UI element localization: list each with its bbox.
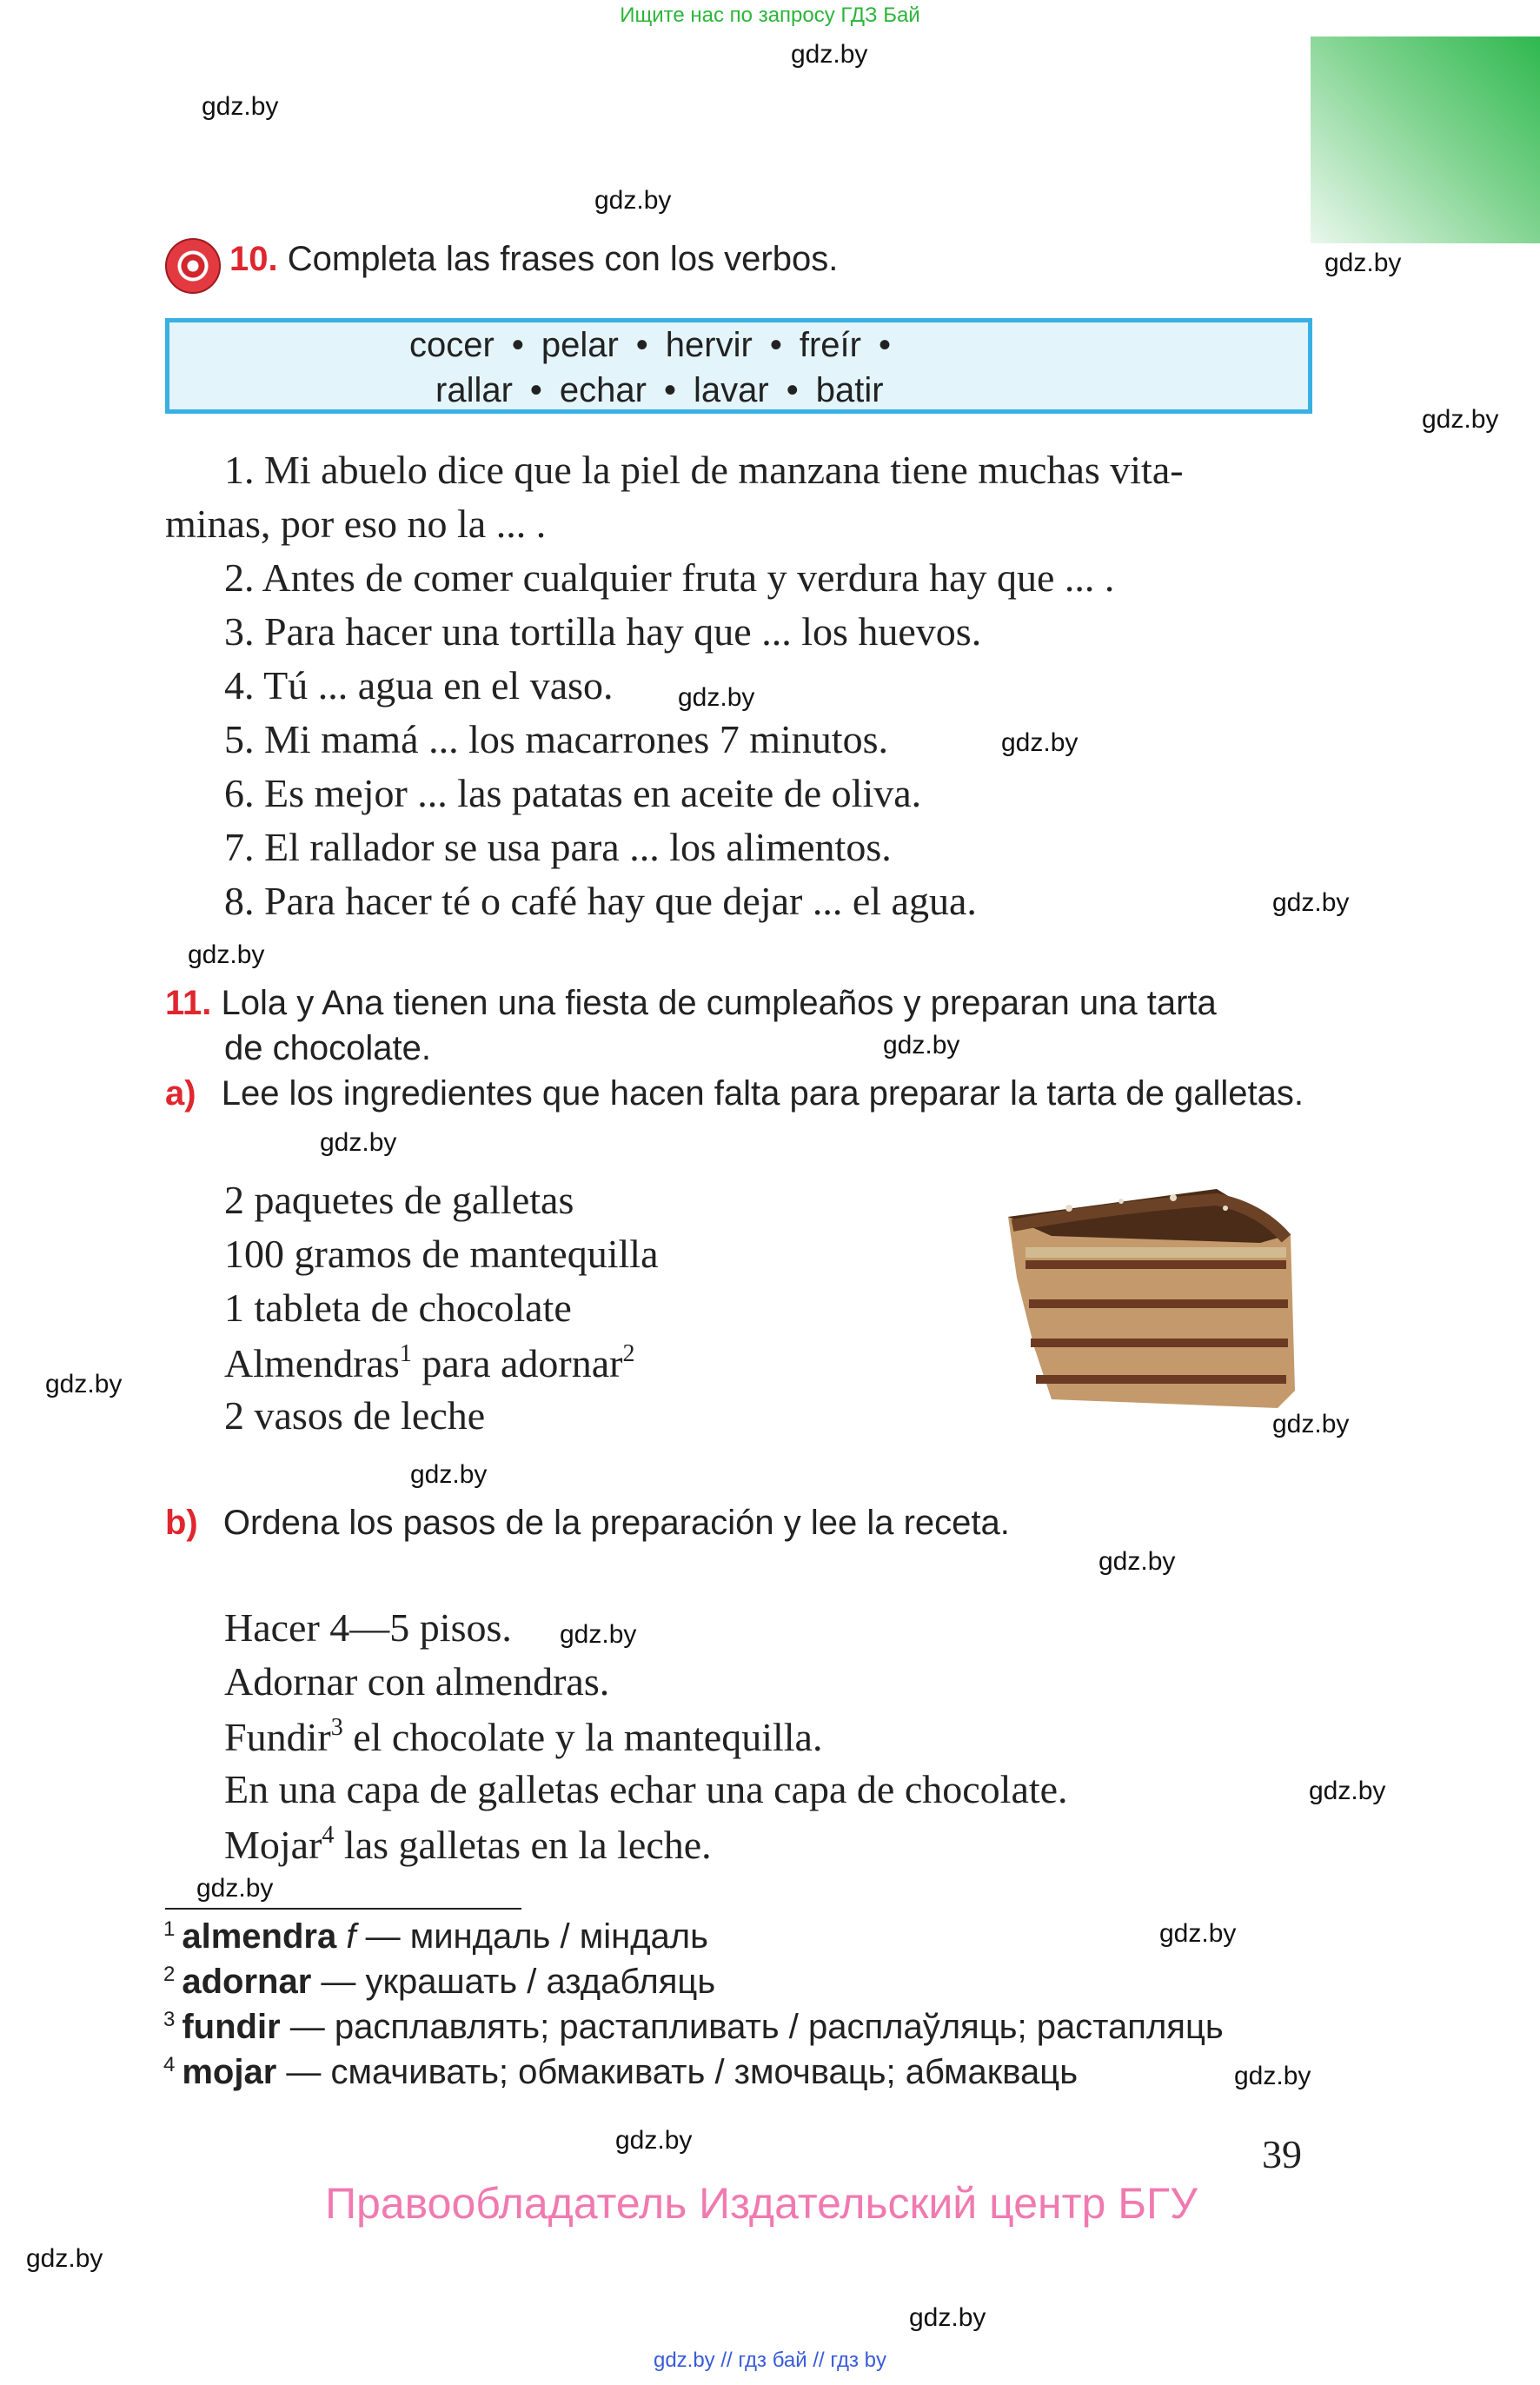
step-text: las galletas en la leche. — [334, 1823, 712, 1867]
exercise-number: 11. — [165, 984, 212, 1022]
bullet: • — [635, 326, 648, 364]
recipe-step: Hacer 4—5 pisos. — [224, 1605, 512, 1650]
footnote-gender: f — [346, 1917, 356, 1956]
footnote — [163, 2008, 1224, 2047]
watermark: gdz.by — [1422, 405, 1499, 434]
word-bank-line-1 — [409, 326, 908, 365]
sentence-line: 6. Es mejor ... las patatas en aceite de oliva. — [224, 771, 922, 815]
ingredient: 1 tableta de chocolate — [224, 1286, 572, 1330]
watermark: gdz.by — [1234, 2062, 1311, 2090]
sentence-line: 3. Para hacer una tortilla hay que ... los huevos. — [224, 609, 982, 654]
watermark: gdz.by — [883, 1031, 960, 1060]
footnote-term: almendra — [182, 1917, 337, 1956]
sentence-line: 4. Tú ... agua en el vaso. — [224, 663, 614, 708]
watermark: gdz.by — [615, 2126, 693, 2155]
watermark: gdz.by — [594, 186, 672, 215]
watermark: gdz.by — [45, 1370, 123, 1398]
ingredient: 100 gramos de mantequilla — [224, 1232, 659, 1276]
footnote-translation: — смачивать; обмакивать / змочваць; абмакваць — [276, 2053, 1079, 2091]
footnote-ref: 2 — [622, 1340, 635, 1367]
part-label: a) — [165, 1074, 196, 1113]
bullet: • — [663, 371, 676, 409]
corner-green-decoration — [1311, 37, 1540, 243]
footnote-divider — [165, 1908, 521, 1910]
footnote-term: fundir — [182, 2008, 281, 2046]
watermark: gdz.by — [410, 1460, 488, 1489]
part-b-instruction — [165, 1504, 1010, 1543]
word: pelar — [541, 326, 619, 364]
footnote — [163, 2053, 1078, 2092]
ingredient-text: Almendras — [224, 1341, 400, 1385]
footnote-translation: — украшать / аздабляць — [311, 1963, 716, 2001]
footnote-translation: — расплавлять; растапливать / расплаўляць; растапляць — [280, 2008, 1224, 2046]
recipe-step: En una capa de galletas echar una capa de chocolate. — [224, 1767, 1068, 1811]
word-bank-box — [165, 318, 1312, 414]
bottom-links[interactable]: gdz.by // гдз бай // гдз by — [653, 2348, 887, 2372]
ingredient — [224, 1342, 634, 1384]
sentence-line: 7. El rallador se usa para ... los alimentos. — [224, 825, 892, 869]
footnote-ref: 1 — [399, 1340, 412, 1367]
word: echar — [559, 371, 647, 409]
footnote-ref: 4 — [322, 1822, 335, 1849]
part-label: b) — [165, 1504, 198, 1542]
word: rallar — [435, 371, 513, 409]
sentence-line: 8. Para hacer té o café hay que dejar ... el agua. — [224, 879, 977, 923]
word: freír — [799, 326, 861, 364]
bullet: • — [878, 326, 891, 364]
footnote-number: 1 — [163, 1917, 176, 1941]
watermark: gdz.by — [1159, 1919, 1237, 1948]
footnote-term: adornar — [182, 1963, 312, 2001]
exercise-title: Completa las frases con los verbos. — [287, 240, 839, 278]
top-search-hint[interactable]: Ищите нас по запросу ГДЗ Бай — [620, 3, 920, 27]
exercise-number: 10. — [229, 240, 278, 278]
recipe-step — [224, 1824, 712, 1865]
ingredient: 2 vasos de leche — [224, 1393, 486, 1438]
watermark: gdz.by — [560, 1620, 637, 1649]
footnote-number: 2 — [163, 1963, 176, 1986]
word: cocer — [409, 326, 495, 364]
watermark: gdz.by — [909, 2303, 986, 2332]
footnote — [163, 1917, 708, 1956]
word: batir — [815, 371, 884, 409]
word: hervir — [665, 326, 753, 364]
page-number: 39 — [1262, 2132, 1302, 2176]
watermark: gdz.by — [1309, 1777, 1386, 1805]
step-text: el chocolate y la mantequilla. — [342, 1715, 823, 1759]
footnote-number: 4 — [163, 2053, 176, 2076]
step-text: Fundir — [224, 1715, 331, 1759]
watermark: gdz.by — [188, 940, 265, 969]
ingredient-text: para adornar — [411, 1341, 623, 1385]
bullet: • — [529, 371, 542, 409]
exercise-11-heading-cont: de chocolate. — [224, 1029, 431, 1067]
watermark: gdz.by — [1272, 888, 1350, 917]
watermark: gdz.by — [791, 40, 868, 69]
watermark: gdz.by — [202, 92, 279, 121]
word: lavar — [694, 371, 769, 409]
word-bank-line-2 — [435, 371, 884, 410]
exercise-11-heading — [165, 984, 1217, 1023]
exercise-10-heading — [229, 240, 838, 279]
watermark: gdz.by — [1099, 1547, 1176, 1576]
watermark: gdz.by — [678, 683, 755, 712]
ingredient: 2 paquetes de galletas — [224, 1178, 574, 1222]
watermark: gdz.by — [1324, 249, 1402, 277]
sentence-line: 1. Mi abuelo dice que la piel de manzana tiene muchas vita- — [224, 448, 1184, 492]
sentence-line: 5. Mi mamá ... los macarrones 7 minutos. — [224, 717, 888, 761]
part-text: Lee los ingredientes que hacen falta para preparar la tarta de galletas. — [221, 1074, 1304, 1113]
watermark: gdz.by — [1001, 728, 1079, 757]
sentence-line: 2. Antes de comer cualquier fruta y verdura hay que ... . — [224, 555, 1115, 600]
bullet: • — [511, 326, 524, 364]
watermark: gdz.by — [1272, 1410, 1350, 1438]
cake-image — [999, 1173, 1295, 1417]
watermark: gdz.by — [320, 1128, 397, 1157]
footnote — [163, 1963, 715, 2002]
audio-disc-icon[interactable] — [165, 238, 221, 294]
footnote-number: 3 — [163, 2008, 176, 2031]
sentence-line: minas, por eso no la ... . — [165, 502, 547, 546]
rights-holder-footer: Правообладатель Издательский центр БГУ — [325, 2179, 1198, 2228]
bullet: • — [786, 371, 799, 409]
bullet: • — [769, 326, 782, 364]
part-a-instruction — [165, 1074, 1304, 1113]
footnote-term: mojar — [182, 2053, 277, 2091]
watermark: gdz.by — [196, 1874, 274, 1903]
recipe-step: Adornar con almendras. — [224, 1659, 610, 1704]
footnote-ref: 3 — [330, 1714, 343, 1741]
footnote-translation: — миндаль / міндаль — [355, 1917, 708, 1956]
watermark: gdz.by — [26, 2244, 103, 2273]
exercise-title: Lola y Ana tienen una fiesta de cumpleaños y preparan una tarta — [221, 984, 1217, 1022]
recipe-step — [224, 1716, 822, 1757]
part-text: Ordena los pasos de la preparación y lee la receta. — [222, 1504, 1010, 1542]
step-text: Mojar — [224, 1823, 322, 1867]
